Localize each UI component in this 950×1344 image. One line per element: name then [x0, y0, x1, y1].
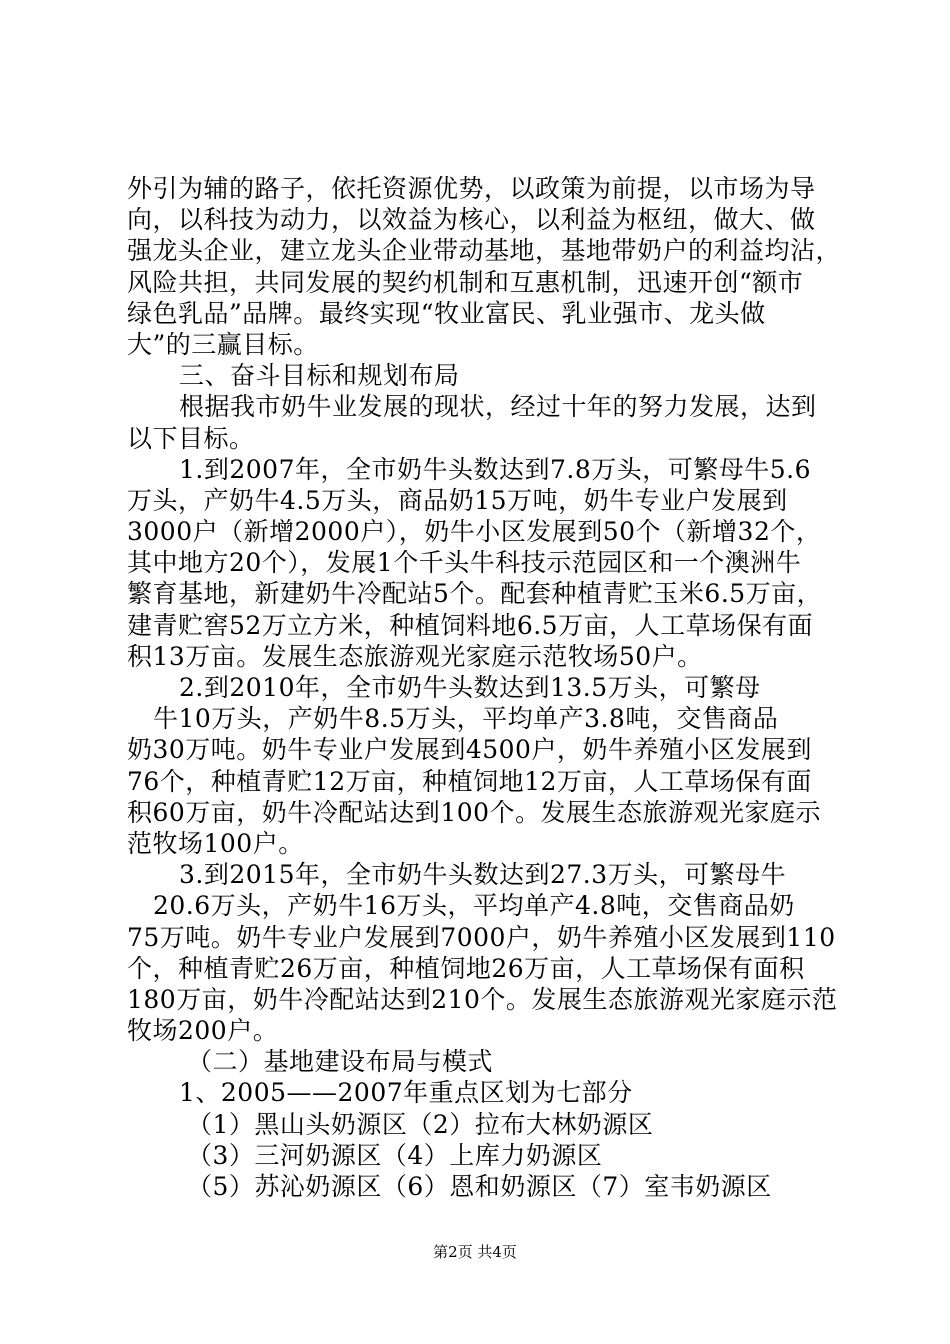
paragraph-line: 以下目标。 [127, 423, 255, 453]
paragraph-line: 75万吨。奶牛专业户发展到7000户，奶牛养殖小区发展到110 [127, 922, 836, 952]
list-item: （3）三河奶源区（4）上库力奶源区 [187, 1140, 603, 1170]
paragraph-line: 万头，产奶牛4.5万头，商品奶15万吨，奶牛专业户发展到 [127, 485, 788, 515]
paragraph-line: 繁育基地，新建奶牛冷配站5个。配套种植青贮玉米6.5万亩， [127, 579, 823, 609]
paragraph-line: 2.到2010年，全市奶牛头数达到13.5万头，可繁母 [179, 673, 761, 702]
paragraph-line: 20.6万头，产奶牛16万头，平均单产4.8吨，交售商品奶 [153, 891, 795, 921]
paragraph-line: 个，种植青贮26万亩，种植饲地26万亩，人工草场保有面积 [127, 953, 805, 983]
paragraph-line: 牛10万头，产奶牛8.5万头，平均单产3.8吨，交售商品 [153, 704, 779, 734]
paragraph-line: 牧场200户。 [127, 1016, 279, 1046]
paragraph-line: 1.到2007年，全市奶牛头数达到7.8万头，可繁母牛5.6 [179, 454, 811, 484]
paragraph-line: 其中地方20个），发展1个千头牛科技示范园区和一个澳洲牛 [127, 548, 802, 578]
paragraph-line: 外引为辅的路子，依托资源优势，以政策为前提，以市场为导 [127, 174, 816, 203]
paragraph-line: 绿色乳品”品牌。最终实现“牧业富民、乳业强市、龙头做 [127, 298, 766, 328]
section-heading: 三、奋斗目标和规划布局 [179, 361, 460, 391]
paragraph-line: 180万亩，奶牛冷配站达到210个。发展生态旅游观光家庭示范 [127, 984, 838, 1014]
list-item: （5）苏沁奶源区（6）恩和奶源区（7）室韦奶源区 [187, 1172, 772, 1201]
paragraph-line: 建青贮窖52万立方米，种植饲料地6.5万亩，人工草场保有面 [127, 610, 814, 640]
paragraph-line: 积60万亩，奶牛冷配站达到100个。发展生态旅游观光家庭示 [127, 797, 822, 827]
paragraph-line: 3000户（新增2000户），奶牛小区发展到50个（新增32个， [127, 517, 822, 547]
paragraph-line: 范牧场100户。 [127, 828, 304, 858]
paragraph-line: 3.到2015年，全市奶牛头数达到27.3万头，可繁母牛 [179, 860, 787, 890]
paragraph-line: 76个，种植青贮12万亩，种植饲地12万亩，人工草场保有面 [127, 766, 812, 796]
section-heading: （二）基地建设布局与模式 [187, 1047, 494, 1077]
paragraph-line: 风险共担，共同发展的契约机制和互惠机制，迅速开创“额市 [127, 267, 804, 297]
paragraph-line: 积13万亩。发展生态旅游观光家庭示范牧场50户。 [127, 641, 703, 671]
paragraph-line: 奶30万吨。奶牛专业户发展到4500户，奶牛养殖小区发展到 [127, 735, 812, 765]
paragraph-line: 根据我市奶牛业发展的现状，经过十年的努力发展，达到 [179, 392, 817, 422]
body-text [127, 173, 847, 1202]
paragraph-line: 大”的三赢目标。 [127, 329, 319, 359]
paragraph-line: 强龙头企业，建立龙头企业带动基地，基地带奶户的利益均沾， [127, 236, 842, 266]
paragraph-line: 1、2005——2007年重点区划为七部分 [179, 1078, 633, 1108]
paragraph-line: 向，以科技为动力，以效益为核心，以利益为枢纽，做大、做 [127, 205, 816, 235]
page-number-footer: 第2页 共4页 [433, 1243, 517, 1261]
list-item: （1）黑山头奶源区（2）拉布大林奶源区 [187, 1109, 654, 1139]
